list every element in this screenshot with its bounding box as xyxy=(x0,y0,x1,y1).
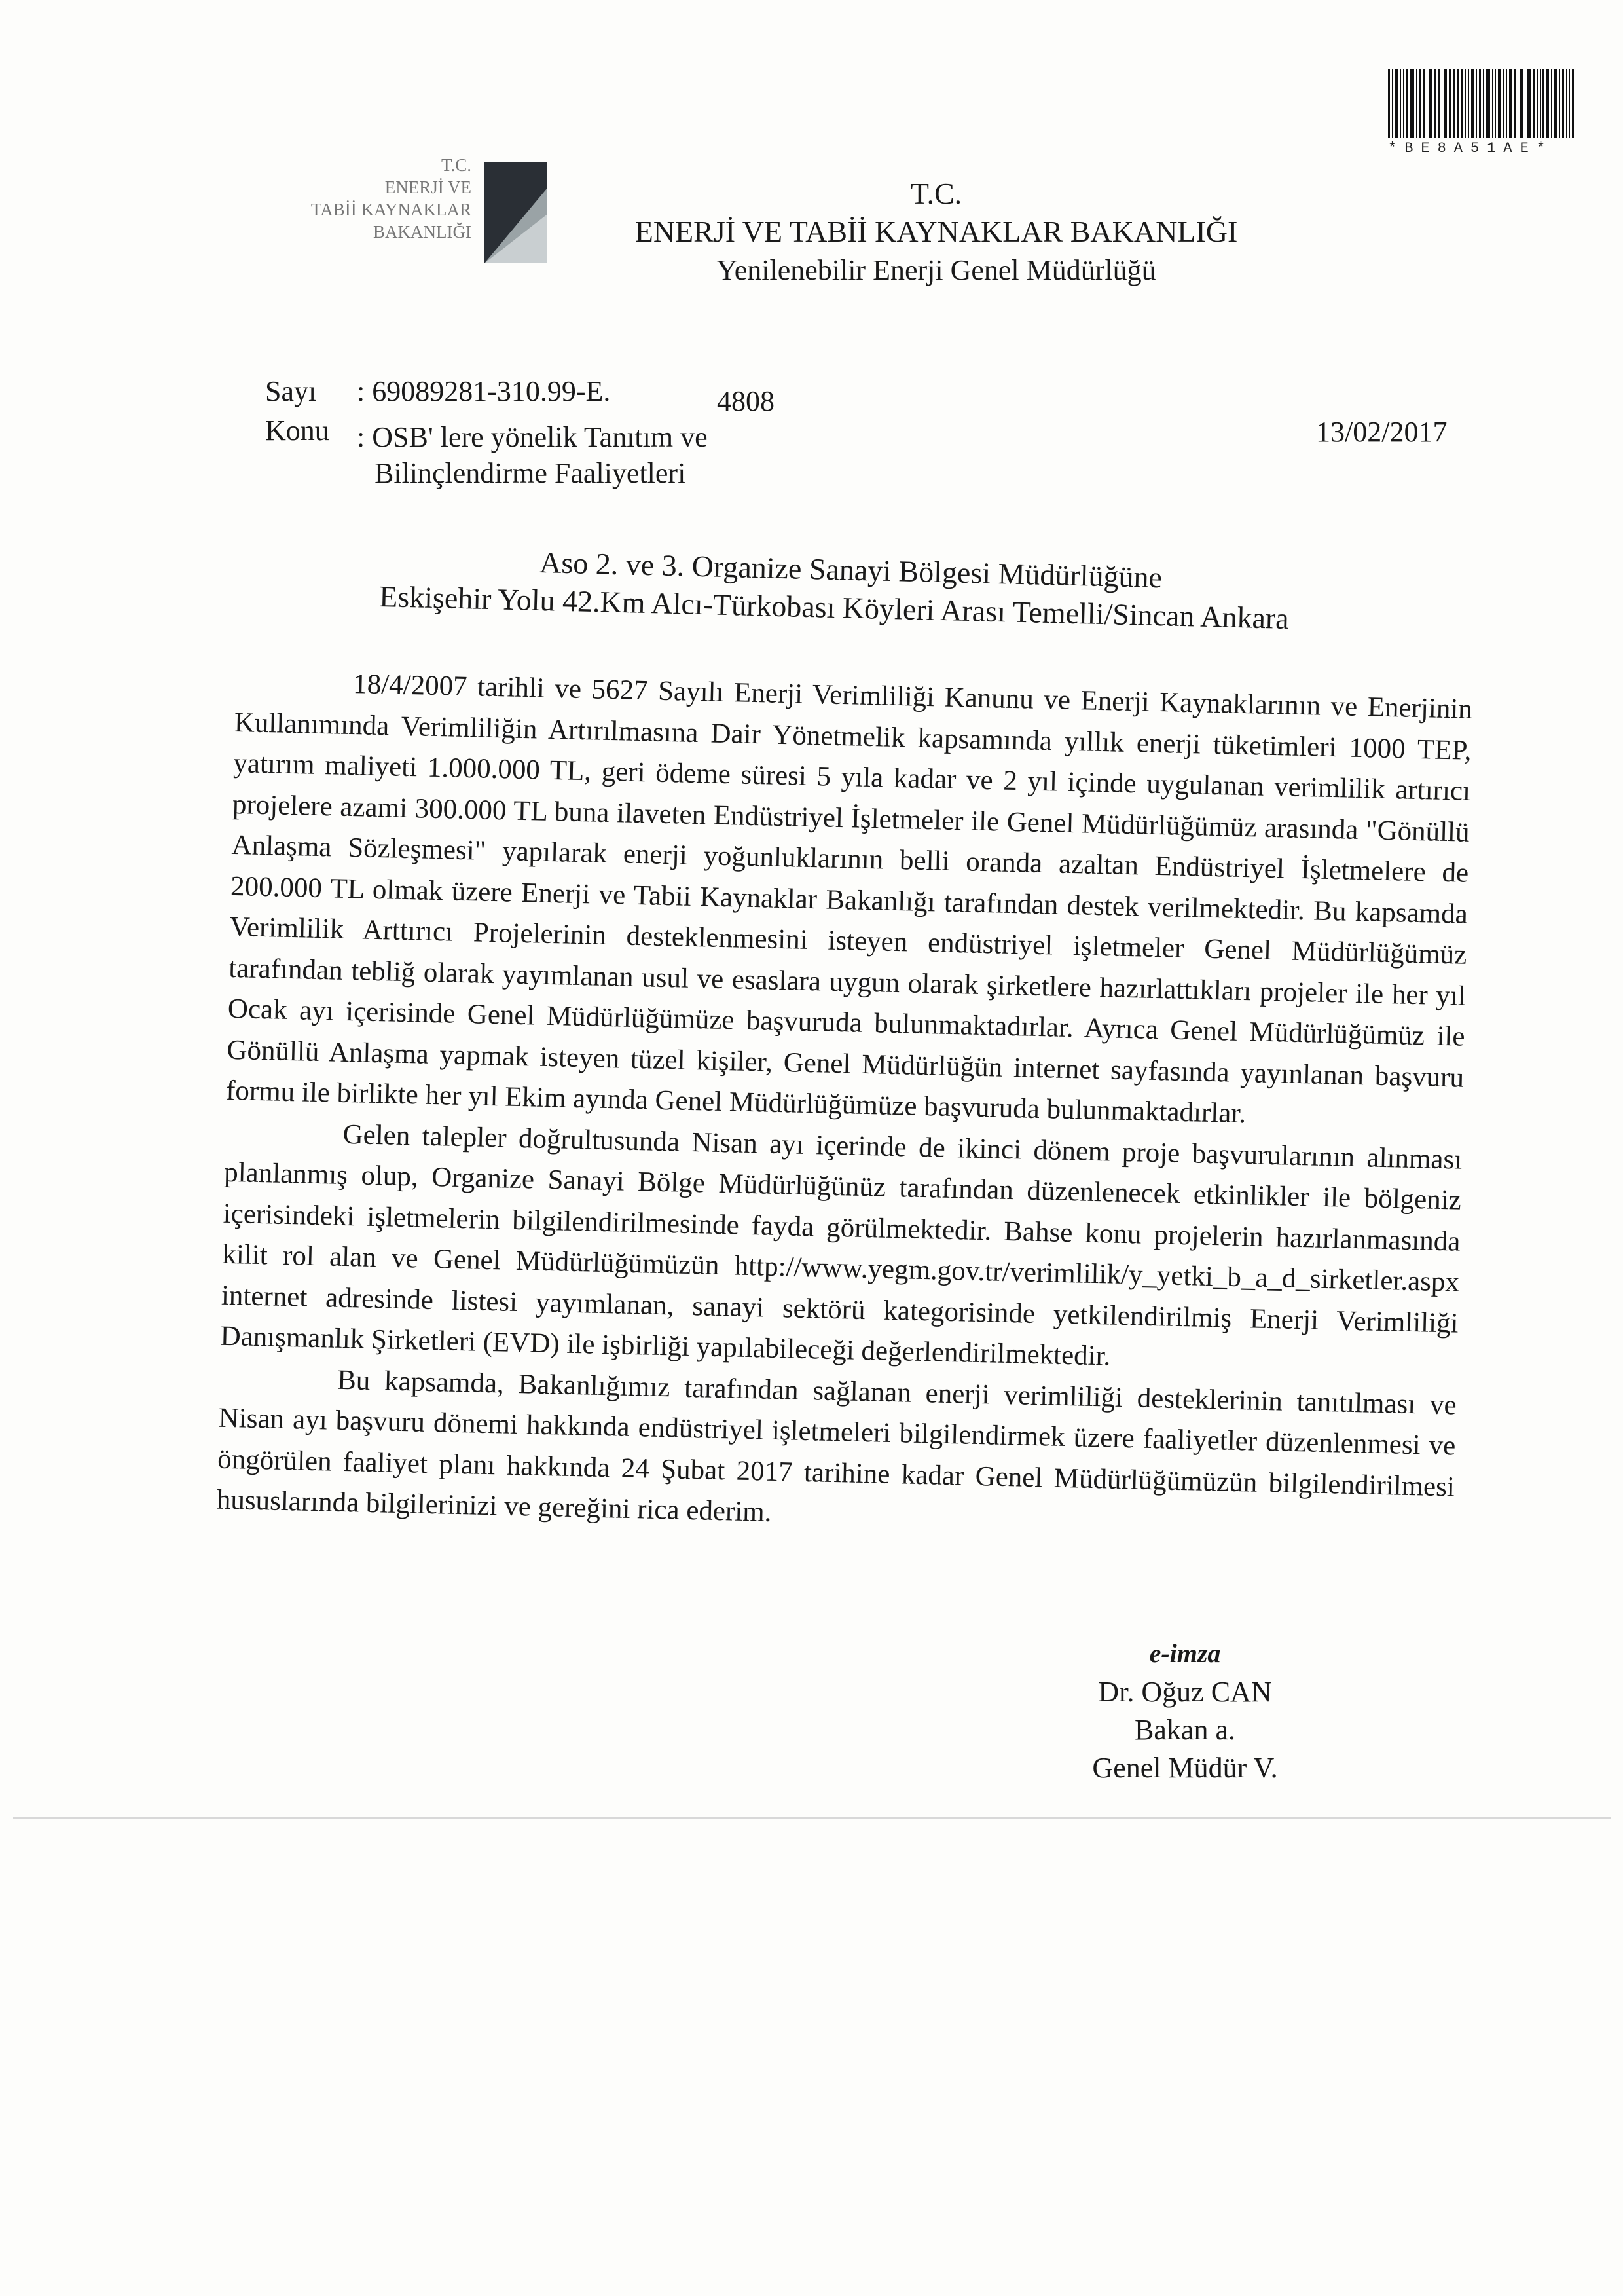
barcode-code: *BE8A51AE* xyxy=(1388,140,1554,157)
header-ministry: ENERJİ VE TABİİ KAYNAKLAR BAKANLIĞI xyxy=(634,215,1238,248)
body-paragraph-3: Bu kapsamda, Bakanlığımız tarafından sağlanan enerji verimliliği desteklerinin tanıtılması ve Nisan ayı başvuru dönemi hakkında endüstriyel işletmeleri bilgilendirmek üzere faaliyetler düzenlenmesi ve öngörülen faaliyet planı hakkında 24 Şubat 2017 tarihine kadar Genel Müdürlüğümüzün bilgilendirilmesi hususlarında bilgilerinizi ve gereğini rica ederim. xyxy=(216,1364,1457,1528)
signatory-title: Genel Müdür V. xyxy=(1092,1752,1278,1784)
sayi-number: 4808 xyxy=(717,385,775,417)
addressee-line2: Eskişehir Yolu 42.Km Alcı-Türkobası Köyleri Arası Temelli/Sincan Ankara xyxy=(378,579,1290,635)
signatory-authority: Bakan a. xyxy=(1135,1714,1235,1746)
konu-line1: : OSB' lere yönelik Tanıtım ve xyxy=(357,421,708,453)
addressee-line1: Aso 2. ve 3. Organize Sanayi Bölgesi Müdürlüğüne xyxy=(539,545,1163,595)
konu-label: Konu xyxy=(265,415,329,447)
page-divider xyxy=(13,1817,1611,1819)
barcode xyxy=(1388,69,1604,157)
logo-text xyxy=(196,154,471,243)
logo-line: T.C. xyxy=(441,155,471,175)
logo-mark-icon xyxy=(483,162,549,263)
signature-block xyxy=(1061,1634,1309,1787)
konu-line2: Bilinçlendirme Faaliyetleri xyxy=(374,457,686,489)
e-signature-mark: e-imza xyxy=(1149,1639,1221,1668)
letterhead xyxy=(589,176,1283,289)
letter-body xyxy=(216,661,1472,1549)
body-paragraph-2: Gelen talepler doğrultusunda Nisan ayı içerinde de ikinci dönem proje başvurularının alınması planlanmış olup, Organize Sanayi Bölge Müdürlüğünüz tarafından düzenlenecek etkinlikler ile bölgeniz içerisindeki işletmelerin bilgilendirilmesinde fayda görülmektedir. Bahse konu projelerin hazırlanmasında kilit rol alan ve Genel Müdürlüğümüzün http://www.yegm.gov.tr/verimlilik/y_yetki_b_a_d_sirketler.aspx internet adresinde listesi yayımlanan, sanayi sektörü kategorisinde yetkilendirilmiş Enerji Verimliliği Danışmanlık Şirketleri (EVD) ile işbirliği yapılabileceği değerlendirilmektedir. xyxy=(220,1119,1463,1372)
logo-line: BAKANLIĞI xyxy=(373,222,471,242)
sayi-label: Sayı xyxy=(265,375,317,407)
barcode-bars xyxy=(1388,69,1604,138)
body-paragraph-1: 18/4/2007 tarihli ve 5627 Sayılı Enerji Verimliliği Kanunu ve Enerji Kaynaklarının ve Enerjinin Kullanımında Verimliliğin Artırılmasına Dair Yönetmelik kapsamında yıllık enerji tüketimleri 1000 TEP, yatırım maliyeti 1.000.000 TL, geri ödeme süresi 5 yıla kadar ve 2 yıl içinde uygulanan verimlilik artırıcı projelere azami 300.000 TL buna ilaveten Endüstriyel İşletmeler ile Genel Müdürlüğümüz arasında "Gönüllü Anlaşma Sözleşmesi" yapılarak enerji yoğunluklarının belli oranda azaltan Endüstriyel İşletmelere de 200.000 TL olmak üzere Enerji ve Tabii Kaynaklar Bakanlığı tarafından destek verilmektedir. Bu kapsamda Verimlilik Arttırıcı Projelerinin desteklenmesini isteyen endüstriyel işletmeler Genel Müdürlüğümüz tarafından tebliğ olarak yayımlanan usul ve esaslara uygun olarak şirketlere hazırlattıkları projeler ile her yıl Ocak ayı içerisinde Genel Müdürlüğümüze başvuruda bulunmaktadırlar. Ayrıca Genel Müdürlüğümüz ile Gönüllü Anlaşma yapmak isteyen tüzel kişiler, Genel Müdürlüğün internet sayfasında yayınlanan başvuru formu ile birlikte her yıl Ekim ayında Genel Müdürlüğümüze başvuruda bulunmaktadırlar. xyxy=(225,669,1473,1130)
signatory-name: Dr. Oğuz CAN xyxy=(1098,1676,1272,1708)
header-tc: T.C. xyxy=(910,177,962,210)
ministry-logo xyxy=(196,154,550,268)
header-directorate: Yenilenebilir Enerji Genel Müdürlüğü xyxy=(716,254,1156,286)
logo-line: ENERJİ VE xyxy=(384,177,471,197)
document-date: 13/02/2017 xyxy=(1316,416,1448,448)
logo-line: TABİİ KAYNAKLAR xyxy=(310,200,471,219)
sayi-value: : 69089281-310.99-E. xyxy=(357,375,611,407)
